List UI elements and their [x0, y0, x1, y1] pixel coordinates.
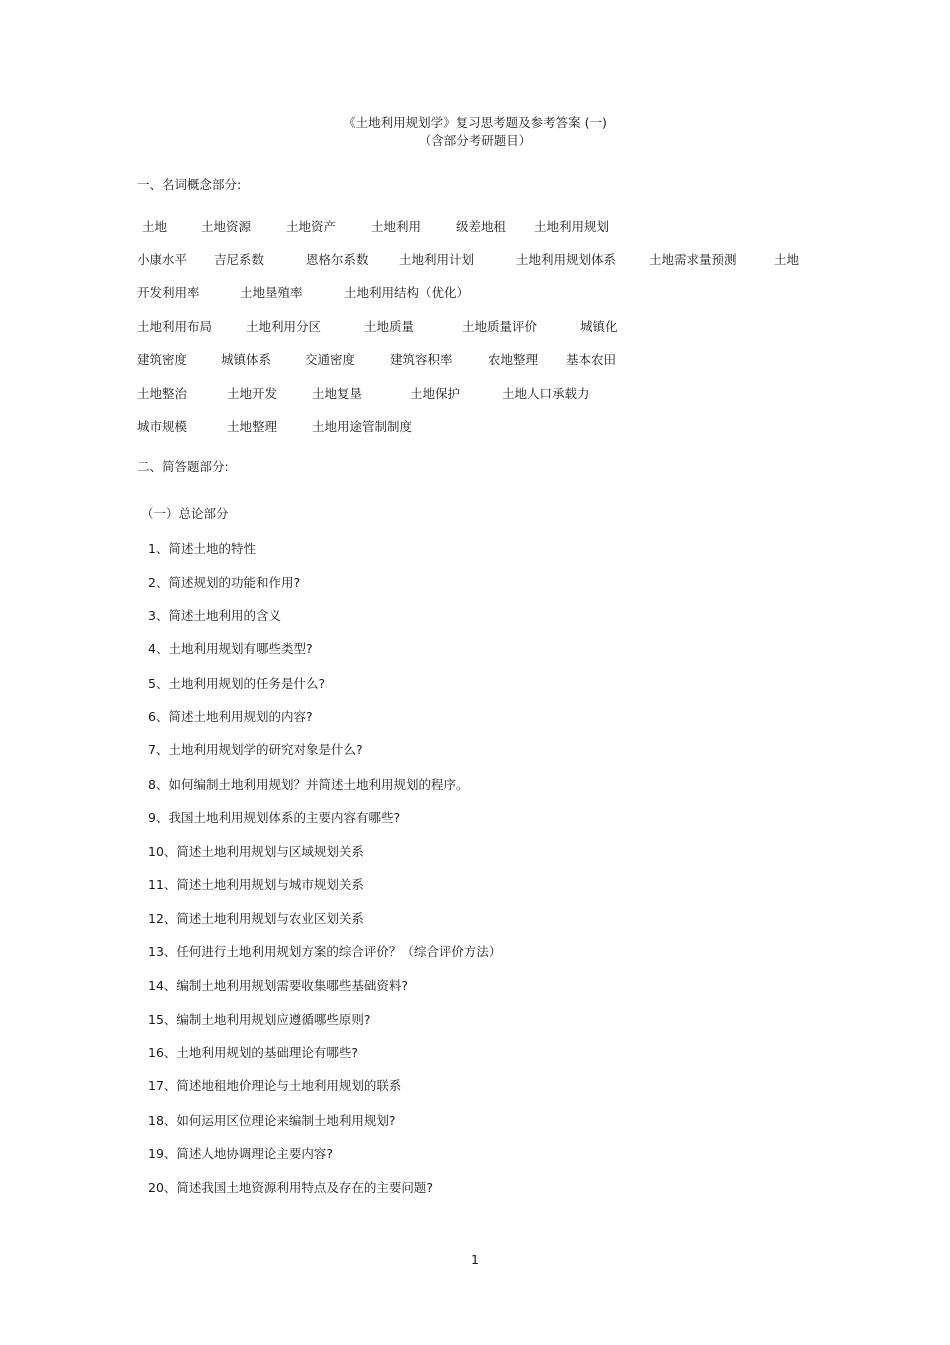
- section-heading-short-answer: 二、简答题部分:: [137, 459, 229, 474]
- term: 城市规模: [137, 419, 188, 434]
- list-item: 18、如何运用区位理论来编制土地利用规划?: [148, 1113, 396, 1128]
- list-item: 15、编制土地利用规划应遵循哪些原则?: [148, 1012, 371, 1027]
- term: 土地资产: [286, 219, 337, 234]
- list-item: 12、简述土地利用规划与农业区划关系: [148, 911, 364, 926]
- term: 土地利用结构（优化）: [344, 285, 470, 300]
- term: 土地用途管制制度: [312, 419, 413, 434]
- term: 土地利用: [371, 219, 422, 234]
- term: 土地垦殖率: [240, 285, 303, 300]
- term: 土地整治: [137, 386, 188, 401]
- list-item: 20、简述我国土地资源利用特点及存在的主要问题?: [148, 1180, 434, 1195]
- list-item: 8、如何编制土地利用规划？并简述土地利用规划的程序。: [148, 777, 469, 792]
- term: 土地资源: [201, 219, 252, 234]
- term: 建筑密度: [137, 352, 188, 367]
- list-item: 6、简述土地利用规划的内容?: [148, 709, 313, 724]
- term: 土地利用规划: [534, 219, 610, 234]
- term: 恩格尔系数: [306, 252, 369, 267]
- term: 土地保护: [410, 386, 461, 401]
- document-subtitle: （含部分考研题目）: [418, 133, 532, 148]
- term: 建筑容积率: [390, 352, 453, 367]
- term: 土地整理: [227, 419, 278, 434]
- list-item: 9、我国土地利用规划体系的主要内容有哪些?: [148, 810, 401, 825]
- term: 土地利用分区: [246, 319, 322, 334]
- term: 土地利用布局: [137, 319, 213, 334]
- term: 吉尼系数: [214, 252, 265, 267]
- list-item: 7、土地利用规划学的研究对象是什么?: [148, 742, 363, 757]
- list-item: 10、简述土地利用规划与区域规划关系: [148, 844, 364, 859]
- list-item: 14、编制土地利用规划需要收集哪些基础资料?: [148, 978, 409, 993]
- list-item: 4、土地利用规划有哪些类型?: [148, 641, 313, 656]
- list-item: 19、简述人地协调理论主要内容?: [148, 1146, 334, 1161]
- list-item: 5、土地利用规划的任务是什么?: [148, 676, 326, 691]
- list-item: 11、简述土地利用规划与城市规划关系: [148, 877, 364, 892]
- term: 城镇体系: [221, 352, 272, 367]
- term: 土地复垦: [312, 386, 363, 401]
- list-item: 1、简述土地的特性: [148, 541, 256, 556]
- subsection-heading: （一）总论部分: [141, 506, 229, 521]
- term: 土地: [142, 219, 168, 234]
- term: 土地质量: [364, 319, 415, 334]
- list-item: 2、简述规划的功能和作用?: [148, 575, 301, 590]
- term: 基本农田: [566, 352, 617, 367]
- term: 土地利用规划体系: [516, 252, 617, 267]
- list-item: 17、简述地租地价理论与土地利用规划的联系: [148, 1078, 402, 1093]
- list-item: 13、任何进行土地利用规划方案的综合评价？（综合评价方法）: [148, 944, 502, 959]
- term: 小康水平: [137, 252, 188, 267]
- term: 交通密度: [305, 352, 356, 367]
- term: 级差地租: [456, 219, 507, 234]
- term: 土地利用计划: [399, 252, 475, 267]
- term: 城镇化: [580, 319, 618, 334]
- term: 土地质量评价: [462, 319, 538, 334]
- list-item: 16、土地利用规划的基础理论有哪些?: [148, 1045, 359, 1060]
- list-item: 3、简述土地利用的含义: [148, 608, 281, 623]
- term: 土地需求量预测: [649, 252, 737, 267]
- page-number: 1: [471, 1252, 479, 1267]
- term: 土地人口承载力: [502, 386, 590, 401]
- term: 土地: [774, 252, 800, 267]
- term: 土地开发: [227, 386, 278, 401]
- document-title: 《土地利用规划学》复习思考题及参考答案 (一): [343, 115, 607, 130]
- term: 开发利用率: [137, 285, 200, 300]
- section-heading-terms: 一、名词概念部分:: [137, 177, 242, 192]
- term: 农地整理: [488, 352, 539, 367]
